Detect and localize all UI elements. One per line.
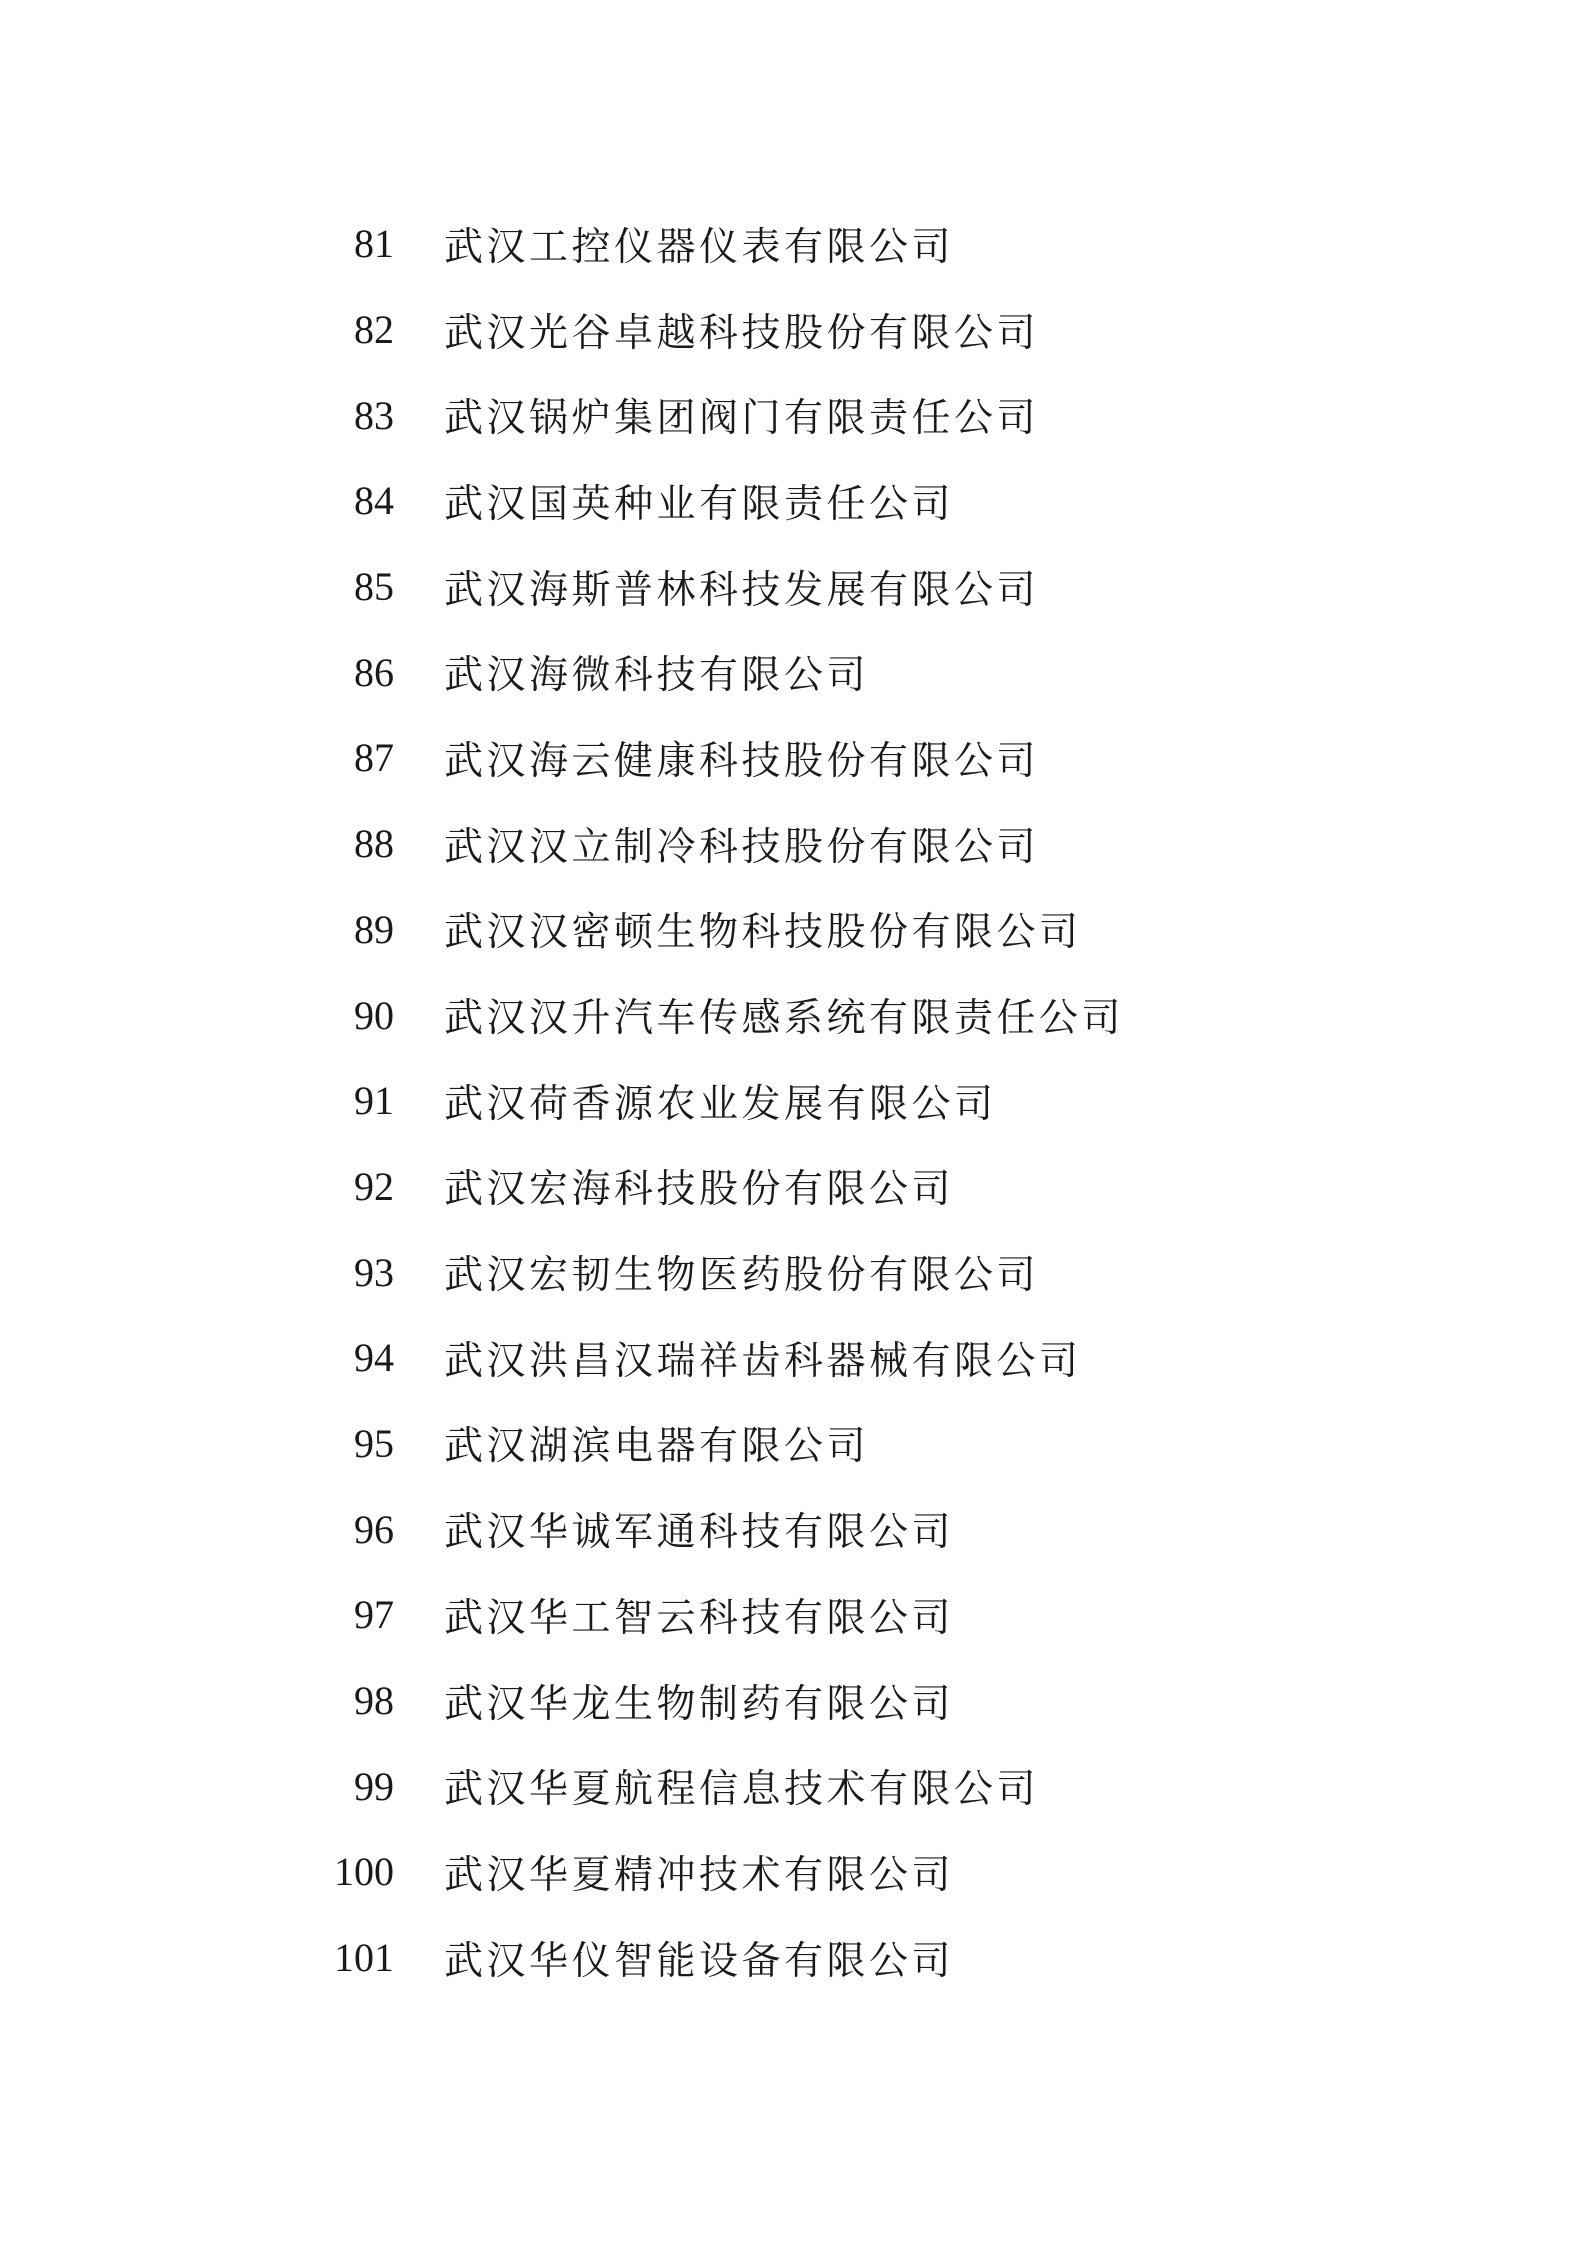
list-item (300, 1058, 1124, 1144)
company-name: 武汉宏海科技股份有限公司 (444, 1167, 955, 1213)
item-number: 95 (354, 1420, 394, 1466)
list-item (300, 1743, 1124, 1829)
item-number: 85 (354, 564, 394, 610)
item-number: 97 (354, 1592, 394, 1638)
item-number: 89 (354, 906, 394, 952)
company-name: 武汉华诚军通科技有限公司 (444, 1510, 955, 1556)
item-number: 99 (354, 1763, 394, 1809)
list-item (300, 372, 1124, 458)
list-item (300, 544, 1124, 630)
list-item (300, 1658, 1124, 1744)
item-number: 90 (354, 992, 394, 1038)
company-name: 武汉锅炉集团阀门有限责任公司 (444, 396, 1040, 442)
company-name: 武汉汉升汽车传感系统有限责任公司 (444, 996, 1125, 1042)
list-item (300, 1915, 1124, 2001)
company-name: 武汉华仪智能设备有限公司 (444, 1938, 955, 1984)
item-number: 98 (354, 1678, 394, 1724)
list-item (300, 201, 1124, 287)
item-number: 101 (334, 1935, 394, 1981)
company-name: 武汉汉密顿生物科技股份有限公司 (444, 910, 1082, 956)
list-item (300, 1486, 1124, 1572)
item-number: 96 (354, 1506, 394, 1552)
list-item (300, 1829, 1124, 1915)
company-name: 武汉海云健康科技股份有限公司 (444, 738, 1040, 784)
item-number: 83 (354, 392, 394, 438)
company-name: 武汉海斯普林科技发展有限公司 (444, 567, 1040, 613)
company-name: 武汉华夏精冲技术有限公司 (444, 1852, 955, 1898)
item-number: 82 (354, 307, 394, 353)
list-item (300, 972, 1124, 1058)
item-number: 94 (354, 1335, 394, 1381)
list-item (300, 1144, 1124, 1230)
list-item (300, 629, 1124, 715)
item-number: 92 (354, 1163, 394, 1209)
company-name: 武汉华龙生物制药有限公司 (444, 1681, 955, 1727)
list-item (300, 801, 1124, 887)
list-item (300, 715, 1124, 801)
company-name: 武汉国英种业有限责任公司 (444, 481, 955, 527)
item-number: 93 (354, 1249, 394, 1295)
company-name: 武汉宏韧生物医药股份有限公司 (444, 1253, 1040, 1299)
company-name: 武汉华工智云科技有限公司 (444, 1595, 955, 1641)
list-item (300, 458, 1124, 544)
list-item (300, 287, 1124, 373)
item-number: 84 (354, 478, 394, 524)
item-number: 81 (354, 221, 394, 267)
company-name: 武汉洪昌汉瑞祥齿科器械有限公司 (444, 1338, 1082, 1384)
item-number: 87 (354, 735, 394, 781)
item-number: 86 (354, 649, 394, 695)
company-name: 武汉汉立制冷科技股份有限公司 (444, 824, 1040, 870)
list-item (300, 1572, 1124, 1658)
item-number: 88 (354, 821, 394, 867)
company-name: 武汉湖滨电器有限公司 (444, 1424, 870, 1470)
item-number: 91 (354, 1078, 394, 1124)
list-item (300, 1315, 1124, 1401)
list-item (300, 1401, 1124, 1487)
company-name: 武汉荷香源农业发展有限公司 (444, 1081, 997, 1127)
company-name: 武汉工控仪器仪表有限公司 (444, 224, 955, 270)
list-item (300, 1229, 1124, 1315)
company-list (300, 201, 1124, 2000)
company-name: 武汉光谷卓越科技股份有限公司 (444, 310, 1040, 356)
item-number: 100 (334, 1849, 394, 1895)
list-item (300, 887, 1124, 973)
company-name: 武汉海微科技有限公司 (444, 653, 870, 699)
company-name: 武汉华夏航程信息技术有限公司 (444, 1767, 1040, 1813)
